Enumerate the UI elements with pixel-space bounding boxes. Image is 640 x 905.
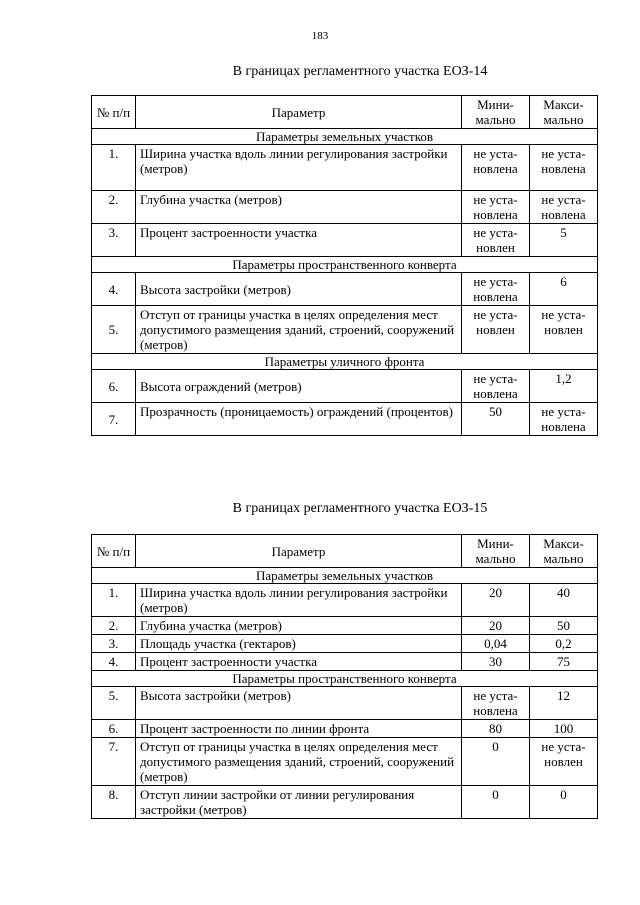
row-num: 6. [92,370,136,403]
row-min: 50 [462,403,530,436]
table-row [92,687,598,720]
row-param: Глубина участка (метров) [136,191,462,224]
row-num: 2. [92,191,136,224]
section-row [92,129,598,145]
table-row [92,145,598,191]
row-max: не уста-новлена [530,403,598,436]
row-max: 40 [530,584,598,617]
section-title: Параметры уличного фронта [92,354,598,370]
row-param: Процент застроенности участка [136,653,462,671]
row-num: 5. [92,687,136,720]
section-title: Параметры пространственного конверта [92,257,598,273]
table-header-row [92,96,598,129]
row-min: 80 [462,720,530,738]
row-num: 5. [92,306,136,354]
row-min: не уста-новлена [462,191,530,224]
row-num: 7. [92,403,136,436]
row-min: не уста-новлен [462,306,530,354]
header-param: Параметр [136,96,462,129]
row-num: 3. [92,224,136,257]
row-param: Прозрачность (проницаемость) ограждений (процентов) [136,403,462,436]
section-title: Параметры пространственного конверта [92,671,598,687]
row-num: 6. [92,720,136,738]
row-min: 0 [462,786,530,819]
row-param: Ширина участка вдоль линии регулирования застройки (метров) [136,145,462,191]
table-row [92,720,598,738]
row-num: 2. [92,617,136,635]
row-param: Отступ от границы участка в целях определения мест допустимого размещения зданий, строений, сооружений (метров) [136,306,462,354]
row-max: 5 [530,224,598,257]
header-num: № п/п [92,535,136,568]
table-row [92,224,598,257]
row-min: не уста-новлена [462,273,530,306]
row-max: 100 [530,720,598,738]
table-row [92,370,598,403]
row-num: 7. [92,738,136,786]
table-row [92,306,598,354]
header-param: Параметр [136,535,462,568]
row-max: не уста-новлен [530,738,598,786]
row-param: Глубина участка (метров) [136,617,462,635]
row-min: 30 [462,653,530,671]
row-param: Высота застройки (метров) [136,273,462,306]
row-min: не уста-новлена [462,145,530,191]
table-row [92,584,598,617]
row-num: 1. [92,584,136,617]
header-min: Мини-мально [462,535,530,568]
table-row [92,653,598,671]
header-num: № п/п [92,96,136,129]
row-param: Высота застройки (метров) [136,687,462,720]
row-num: 1. [92,145,136,191]
table-row [92,273,598,306]
row-param: Ширина участка вдоль линии регулирования застройки (метров) [136,584,462,617]
section-row [92,257,598,273]
row-max: не уста-новлена [530,191,598,224]
header-max: Макси-мально [530,96,598,129]
row-param: Площадь участка (гектаров) [136,635,462,653]
table-caption: В границах регламентного участка ЕОЗ-15 [232,501,488,516]
header-max: Макси-мально [530,535,598,568]
row-max: 6 [530,273,598,306]
row-max: не уста-новлена [530,145,598,191]
section-title: Параметры земельных участков [92,129,598,145]
row-min: не уста-новлена [462,687,530,720]
row-min: 0,04 [462,635,530,653]
section-row [92,354,598,370]
row-param: Высота ограждений (метров) [136,370,462,403]
row-max: не уста-новлен [530,306,598,354]
row-max: 0 [530,786,598,819]
table-row [92,738,598,786]
table-caption: В границах регламентного участка ЕОЗ-14 [232,64,488,79]
row-max: 0,2 [530,635,598,653]
row-min: 0 [462,738,530,786]
row-param: Отступ от границы участка в целях определения мест допустимого размещения зданий, строений, сооружений (метров) [136,738,462,786]
table-header-row [92,535,598,568]
table-row [92,191,598,224]
row-num: 4. [92,653,136,671]
page-number: 183 [311,30,329,42]
row-param: Процент застроенности по линии фронта [136,720,462,738]
row-min: 20 [462,617,530,635]
row-max: 12 [530,687,598,720]
section-row [92,568,598,584]
row-max: 75 [530,653,598,671]
parameters-table [91,534,598,819]
section-title: Параметры земельных участков [92,568,598,584]
row-num: 4. [92,273,136,306]
table-row [92,635,598,653]
header-min: Мини-мально [462,96,530,129]
row-max: 1,2 [530,370,598,403]
row-min: не уста-новлена [462,370,530,403]
row-max: 50 [530,617,598,635]
row-param: Процент застроенности участка [136,224,462,257]
row-param: Отступ линии застройки от линии регулирования застройки (метров) [136,786,462,819]
row-num: 8. [92,786,136,819]
row-min: не уста-новлен [462,224,530,257]
parameters-table [91,95,598,436]
table-row [92,786,598,819]
section-row [92,671,598,687]
row-num: 3. [92,635,136,653]
table-row [92,403,598,436]
table-row [92,617,598,635]
row-min: 20 [462,584,530,617]
